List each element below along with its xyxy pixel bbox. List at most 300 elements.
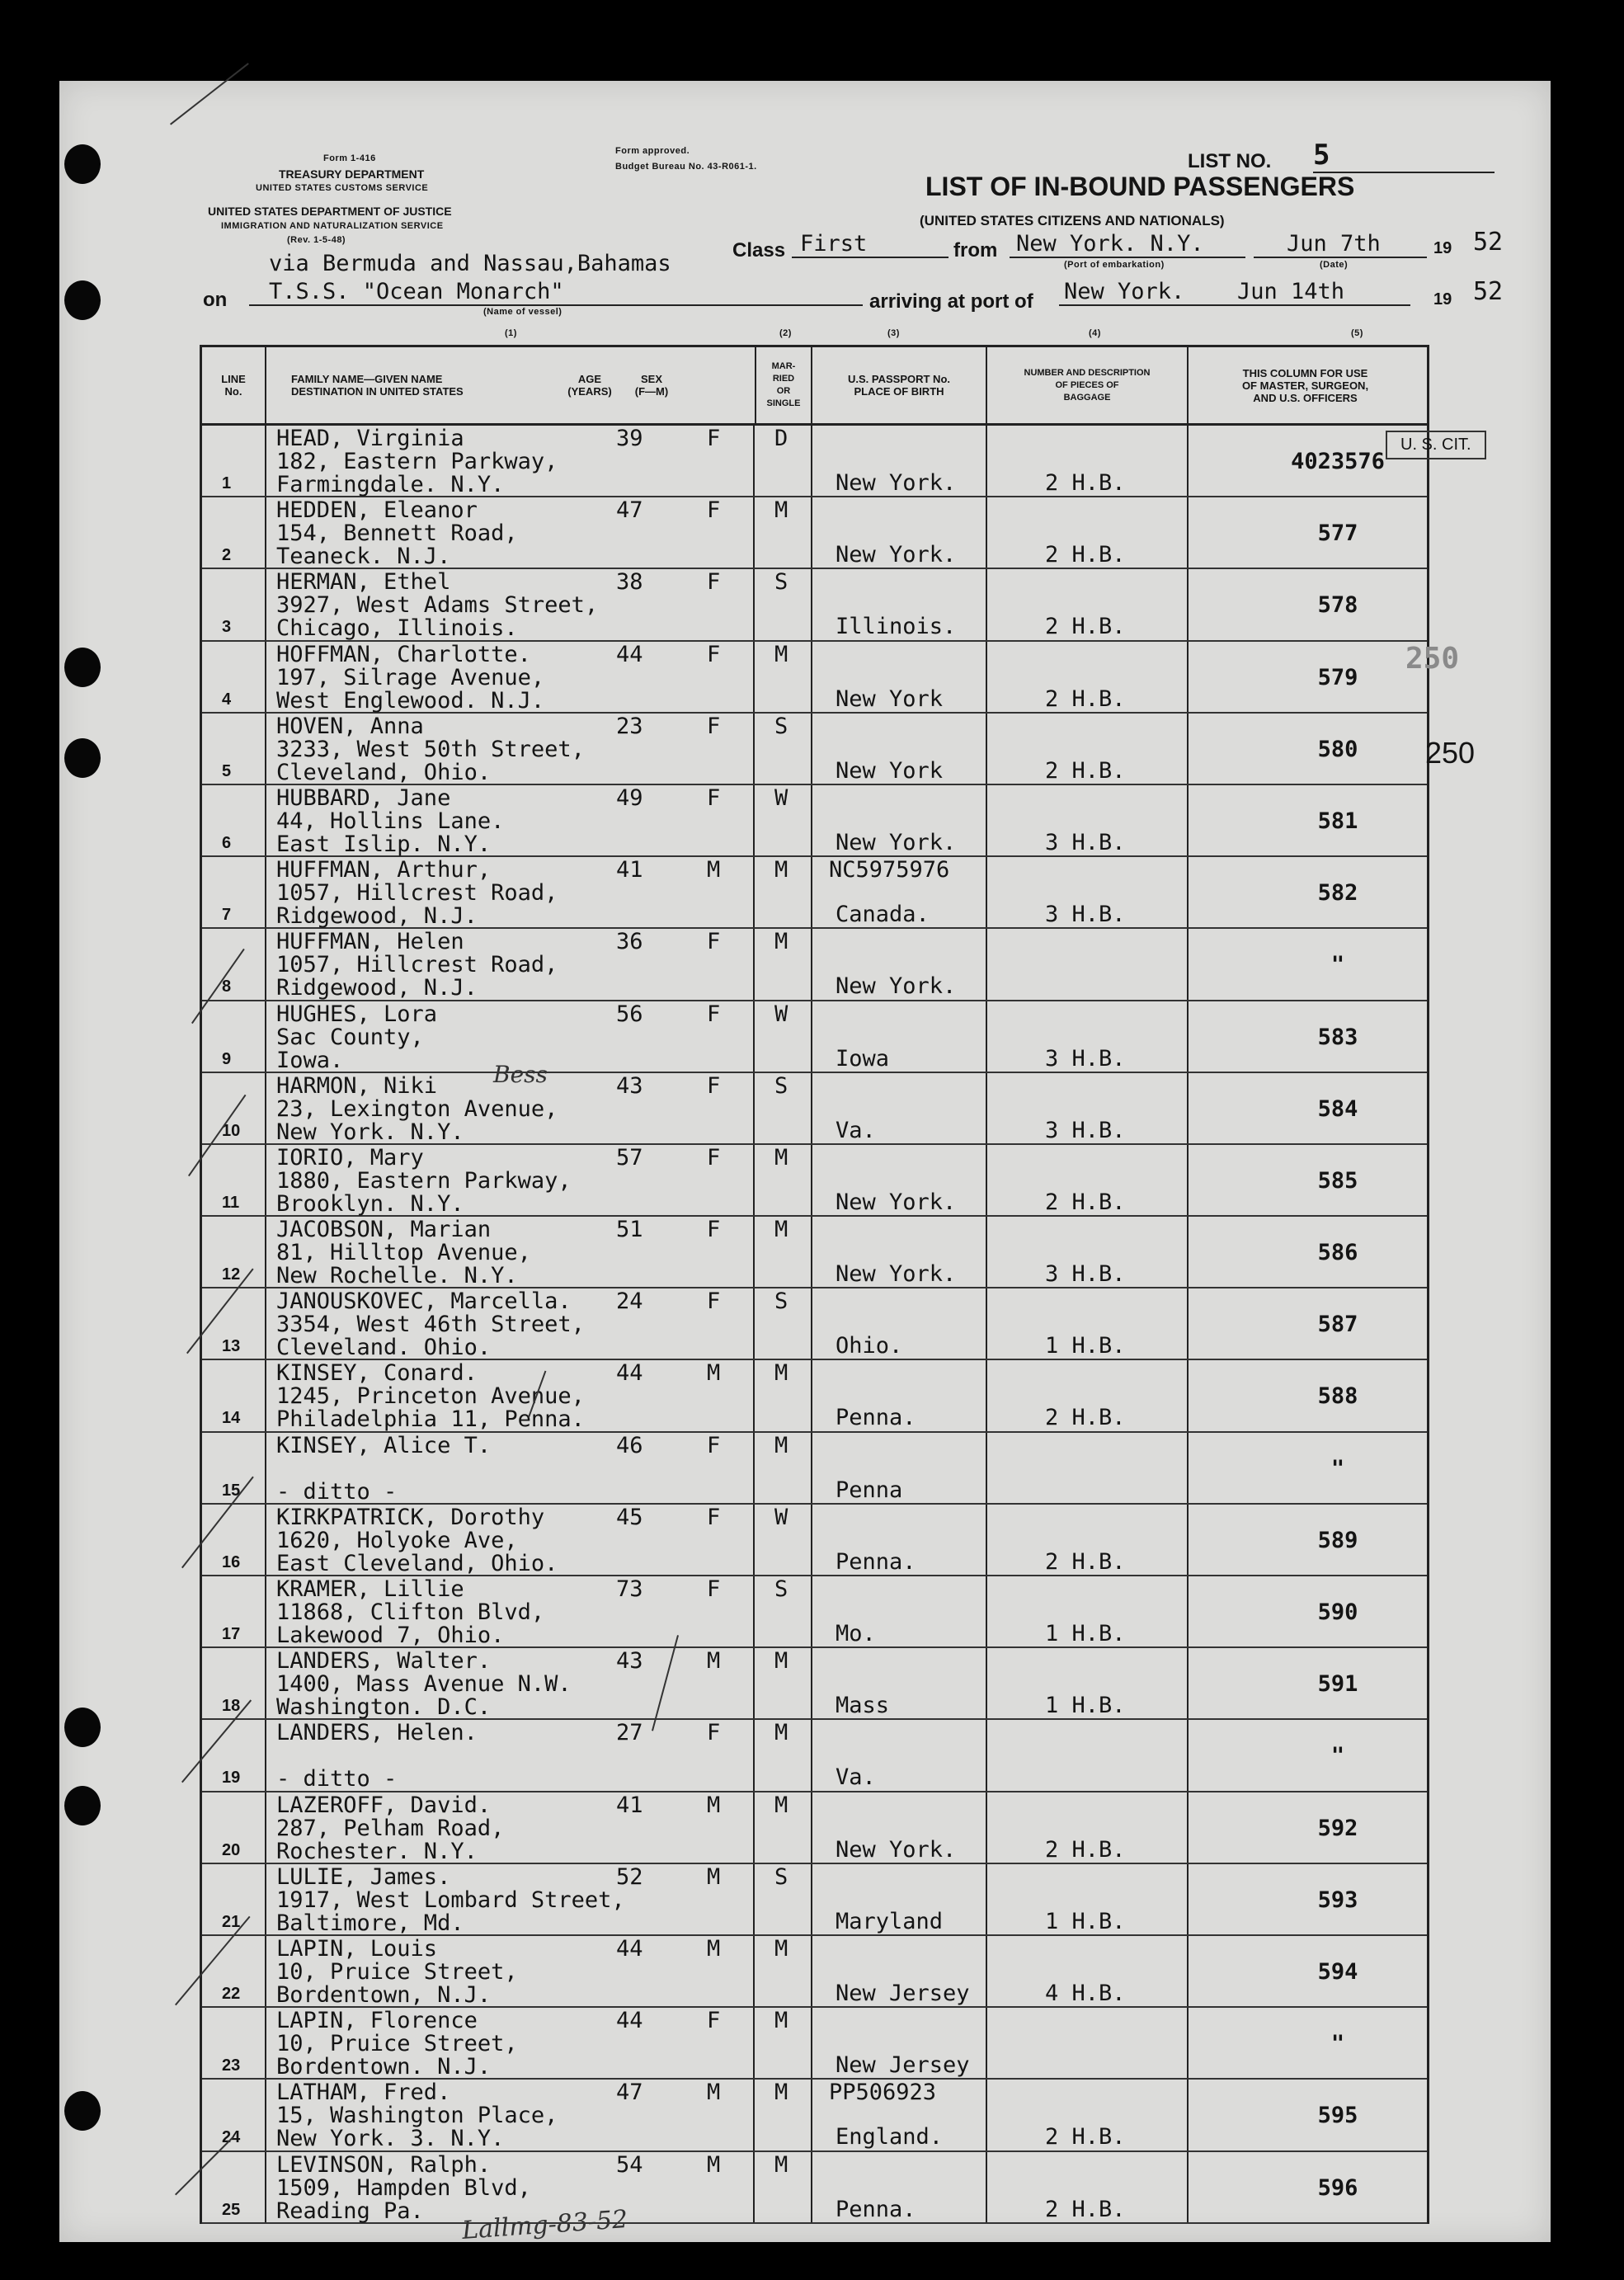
passenger-row [202, 1576, 1427, 1648]
address-city: West Englewood. N.J. [276, 687, 545, 714]
line-number: 13 [222, 1337, 241, 1356]
baggage-pieces: 2 H.B. [1045, 685, 1126, 712]
address-city: East Islip. N.Y. [276, 831, 492, 857]
passenger-sex: F [707, 1432, 721, 1458]
address-city: Bordentown, N.J. [276, 1981, 492, 2008]
line-number: 11 [222, 1193, 240, 1212]
passenger-sex: F [707, 641, 721, 667]
cell-line [202, 857, 266, 927]
cell-line [202, 714, 266, 784]
address-city: Farmingdale. N.Y. [276, 472, 505, 497]
passenger-sex: F [707, 1288, 721, 1315]
passenger-name: IORIO, Mary [276, 1144, 424, 1171]
marital-status: S [774, 713, 788, 739]
place-of-birth: New Jersey [836, 2052, 970, 2079]
address-city: Baltimore, Md. [276, 1910, 464, 1936]
class-value: First [792, 231, 949, 258]
port-caption: (Port of embarkation) [1064, 260, 1165, 270]
address-street: Sac County, [276, 1024, 424, 1050]
document-title: LIST OF IN-BOUND PASSENGERS [925, 172, 1355, 201]
passenger-sex: F [707, 497, 721, 524]
embarkation-year: 52 [1473, 228, 1504, 257]
place-of-birth: Penna. [836, 1405, 916, 1431]
passenger-row [202, 929, 1427, 1001]
address-street: 3354, West 46th Street, [276, 1312, 585, 1338]
cell-baggage [987, 929, 1189, 999]
address-city: Cleveland. Ohio. [276, 1335, 492, 1361]
place-of-birth: Illinois. [836, 614, 957, 640]
passenger-row [202, 1936, 1427, 2008]
address-city: Brooklyn. N.Y. [276, 1190, 464, 1217]
baggage-pieces: 4 H.B. [1045, 1980, 1126, 2006]
passenger-table [200, 345, 1429, 2224]
passenger-age: 43 [616, 1648, 643, 1675]
form-revision: (Rev. 1-5-48) [287, 235, 346, 245]
header-age: AGE (YEARS) [567, 373, 612, 398]
passenger-row [202, 2080, 1427, 2151]
passenger-row [202, 785, 1427, 857]
address-city: Chicago, Illinois. [276, 615, 518, 642]
passenger-row [202, 1001, 1427, 1073]
address-street: 1620, Holyoke Ave, [276, 1527, 518, 1553]
baggage-pieces: 3 H.B. [1045, 829, 1126, 855]
place-of-birth: England. [836, 2124, 944, 2150]
binder-hole [64, 280, 101, 320]
handwritten-annotation-number: 250 [1425, 736, 1476, 770]
address-street: 182, Eastern Parkway, [276, 449, 558, 474]
baggage-pieces: 2 H.B. [1045, 757, 1126, 784]
header-baggage: NUMBER AND DESCRIPTION OF PIECES OF BAGGAGE [987, 347, 1189, 423]
passenger-sex: F [707, 2008, 721, 2034]
header-passport: U.S. PASSPORT No. PLACE OF BIRTH [812, 347, 987, 423]
passenger-name: LAZEROFF, David. [276, 1792, 492, 1818]
place-of-birth: New York. [836, 829, 957, 855]
place-of-birth: Canada. [836, 902, 930, 928]
form-approved: Form approved. [615, 146, 690, 156]
baggage-pieces: 2 H.B. [1045, 614, 1126, 640]
vessel-name: T.S.S. "Ocean Monarch" [249, 279, 863, 306]
passenger-row [202, 2152, 1427, 2224]
customs-service: UNITED STATES CUSTOMS SERVICE [256, 183, 429, 193]
place-of-birth: New York. [836, 1836, 957, 1863]
address-street: 23, Lexington Avenue, [276, 1095, 558, 1122]
immigration-service: IMMIGRATION AND NATURALIZATION SERVICE [221, 221, 444, 231]
baggage-pieces: 3 H.B. [1045, 1045, 1126, 1072]
cell-line [202, 569, 266, 639]
passenger-sex: M [707, 1792, 721, 1818]
marital-status: M [774, 1720, 788, 1746]
baggage-pieces: 1 H.B. [1045, 1333, 1126, 1359]
officer-number: 593 [1317, 1887, 1358, 1913]
passenger-age: 47 [616, 497, 643, 524]
passenger-sex: M [707, 1360, 721, 1387]
passenger-row [202, 642, 1427, 714]
embarkation-port: New York. N.Y. [1010, 231, 1245, 258]
passenger-row [202, 1288, 1427, 1360]
line-number: 2 [222, 546, 232, 565]
header-sex: SEX (F—M) [634, 373, 669, 398]
marital-status: M [774, 1792, 788, 1818]
line-number: 7 [222, 906, 232, 925]
on-label: on [203, 289, 228, 311]
officer-number: 591 [1317, 1671, 1358, 1698]
passenger-row [202, 1217, 1427, 1288]
line-number: 20 [222, 1840, 241, 1859]
address-city: Lakewood 7, Ohio. [276, 1623, 505, 1648]
passenger-name: HOFFMAN, Charlotte. [276, 641, 531, 667]
baggage-pieces: 3 H.B. [1045, 1117, 1126, 1143]
line-number: 15 [222, 1481, 241, 1500]
passenger-row [202, 569, 1427, 641]
column-number-5: (5) [1351, 328, 1363, 338]
place-of-birth: New York. [836, 1189, 957, 1215]
baggage-pieces: 3 H.B. [1045, 1261, 1126, 1288]
address-street: 11868, Clifton Blvd, [276, 1599, 545, 1625]
passenger-sex: M [707, 2151, 721, 2178]
line-number: 8 [222, 977, 232, 996]
passenger-age: 54 [616, 2151, 643, 2178]
line-number: 10 [222, 1121, 241, 1140]
marital-status: M [774, 929, 788, 955]
place-of-birth: Mo. [836, 1621, 876, 1646]
address-city: Rochester. N.Y. [276, 1838, 478, 1864]
passenger-name: LAPIN, Florence [276, 2008, 478, 2034]
passenger-sex: F [707, 713, 721, 739]
passenger-sex: F [707, 426, 721, 451]
place-of-birth: Penna. [836, 2196, 916, 2222]
address-street: 154, Bennett Road, [276, 521, 518, 547]
route-via: via Bermuda and Nassau,Bahamas [269, 251, 671, 276]
address-city: East Cleveland, Ohio. [276, 1550, 558, 1576]
officer-number: 592 [1317, 1815, 1358, 1841]
marital-status: M [774, 2151, 788, 2178]
passenger-row [202, 1648, 1427, 1720]
passenger-name: JACOBSON, Marian [276, 1217, 492, 1243]
address-city: Washington. D.C. [276, 1694, 492, 1721]
passenger-row [202, 1864, 1427, 1936]
treasury-department: TREASURY DEPARTMENT [279, 167, 425, 181]
passenger-sex: F [707, 1576, 721, 1602]
passenger-age: 44 [616, 641, 643, 667]
passenger-name: HERMAN, Ethel [276, 569, 451, 596]
passenger-name: LANDERS, Helen. [276, 1720, 478, 1746]
officer-number: 580 [1317, 736, 1358, 762]
cell-baggage [987, 1720, 1189, 1790]
address-city: New York. 3. N.Y. [276, 2126, 505, 2152]
address-street: 287, Pelham Road, [276, 1815, 505, 1841]
column-number-3: (3) [887, 328, 900, 338]
passenger-sex: F [707, 1504, 721, 1530]
place-of-birth: Iowa [836, 1045, 890, 1072]
passenger-row [202, 1720, 1427, 1792]
baggage-pieces: 2 H.B. [1045, 2124, 1126, 2150]
line-number: 21 [222, 1912, 241, 1931]
address-street: 3927, West Adams Street, [276, 592, 599, 619]
budget-bureau: Budget Bureau No. 43-R061-1. [615, 162, 757, 172]
passenger-age: 23 [616, 713, 643, 739]
marital-status: M [774, 1144, 788, 1171]
passenger-row [202, 1433, 1427, 1505]
date-caption: (Date) [1320, 260, 1349, 270]
officer-number: " [1330, 1743, 1345, 1769]
marital-status: M [774, 641, 788, 667]
passenger-age: 44 [616, 2008, 643, 2034]
passenger-age: 56 [616, 1001, 643, 1027]
place-of-birth: New York. [836, 973, 957, 1000]
line-number: 17 [222, 1625, 241, 1643]
year-prefix: 19 [1433, 239, 1452, 257]
line-number: 18 [222, 1697, 241, 1716]
passenger-age: 52 [616, 1863, 643, 1890]
baggage-pieces: 2 H.B. [1045, 1189, 1126, 1215]
document-subtitle: (UNITED STATES CITIZENS AND NATIONALS) [920, 213, 1225, 228]
arrival-year: 52 [1473, 277, 1504, 306]
handwritten-name-note: Bess [493, 1061, 548, 1088]
address-street: 1509, Hampden Blvd, [276, 2174, 531, 2201]
column-number-2: (2) [779, 328, 792, 338]
line-number: 5 [222, 761, 232, 780]
passenger-sex: F [707, 1001, 721, 1027]
passenger-age: 27 [616, 1720, 643, 1746]
officer-number: 578 [1317, 592, 1358, 619]
place-of-birth: Maryland [836, 1908, 944, 1934]
address-street: 81, Hilltop Avenue, [276, 1240, 531, 1266]
officer-number: 590 [1317, 1599, 1358, 1625]
address-street: 15, Washington Place, [276, 2103, 558, 2129]
form-number: Form 1-416 [323, 153, 376, 163]
vessel-caption: (Name of vessel) [483, 307, 563, 317]
binder-hole [64, 2091, 101, 2131]
passenger-age: 57 [616, 1144, 643, 1171]
place-of-birth: New York [836, 685, 944, 712]
passenger-age: 38 [616, 569, 643, 596]
header-officers: THIS COLUMN FOR USE OF MASTER, SURGEON, AND U.S. OFFICERS [1241, 366, 1369, 404]
passenger-age: 46 [616, 1432, 643, 1458]
marital-status: M [774, 2080, 788, 2106]
address-city: Teaneck. N.J. [276, 544, 451, 570]
officer-number: 581 [1317, 808, 1358, 834]
binder-hole [64, 1786, 101, 1825]
passenger-age: 24 [616, 1288, 643, 1315]
marital-status: D [774, 426, 788, 451]
address-street: 197, Silrage Avenue, [276, 664, 545, 690]
address-street: 1400, Mass Avenue N.W. [276, 1671, 572, 1698]
line-number: 19 [222, 1769, 241, 1788]
passenger-age: 36 [616, 929, 643, 955]
faded-annotation-number: 250 [1405, 642, 1460, 676]
marital-status: M [774, 857, 788, 883]
handwritten-footer-note: Lallmg-83-52 [461, 2205, 629, 2245]
officer-number: 585 [1317, 1167, 1358, 1194]
address-street: 1917, West Lombard Street, [276, 1887, 625, 1913]
passenger-name: HEAD, Virginia [276, 426, 464, 451]
officer-number: " [1330, 1455, 1345, 1482]
passenger-row [202, 714, 1427, 785]
binder-hole [64, 1708, 101, 1747]
passenger-name: HEDDEN, Eleanor [276, 497, 478, 524]
passenger-sex: F [707, 569, 721, 596]
passenger-age: 43 [616, 1072, 643, 1099]
marital-status: M [774, 1432, 788, 1458]
passenger-age: 73 [616, 1576, 643, 1602]
baggage-pieces: 2 H.B. [1045, 470, 1126, 496]
line-number: 14 [222, 1409, 241, 1428]
binder-hole [64, 144, 101, 184]
passenger-name: KINSEY, Alice T. [276, 1432, 492, 1458]
passenger-name: JANOUSKOVEC, Marcella. [276, 1288, 572, 1315]
passenger-sex: M [707, 1935, 721, 1962]
address-city: Cleveland, Ohio. [276, 759, 492, 785]
table-header [202, 347, 1427, 426]
passenger-sex: M [707, 1863, 721, 1890]
passenger-row [202, 1505, 1427, 1576]
officer-number: 584 [1317, 1095, 1358, 1122]
marital-status: M [774, 1360, 788, 1387]
passenger-name: HUGHES, Lora [276, 1001, 438, 1027]
place-of-birth: Ohio. [836, 1333, 903, 1359]
place-of-birth: New York. [836, 1261, 957, 1288]
arriving-label: arriving at port of [869, 290, 1033, 313]
passenger-sex: F [707, 1072, 721, 1099]
passenger-row [202, 426, 1427, 497]
officer-number: 579 [1317, 664, 1358, 690]
passenger-age: 51 [616, 1217, 643, 1243]
passenger-name: HUFFMAN, Helen [276, 929, 464, 955]
cell-line [202, 1001, 266, 1072]
officer-number: 588 [1317, 1383, 1358, 1410]
address-city: - ditto - [276, 1766, 398, 1792]
address-street: 3233, West 50th Street, [276, 736, 585, 762]
baggage-pieces: 1 H.B. [1045, 1693, 1126, 1719]
place-of-birth: New Jersey [836, 1980, 970, 2006]
marital-status: W [774, 1001, 788, 1027]
marital-status: S [774, 1288, 788, 1315]
passenger-name: HUBBARD, Jane [276, 784, 451, 811]
passenger-name: KRAMER, Lillie [276, 1576, 464, 1602]
header-line-no: LINE No. [202, 347, 266, 423]
column-number-4: (4) [1089, 328, 1101, 338]
line-number: 25 [222, 2200, 241, 2219]
passenger-age: 47 [616, 2080, 643, 2106]
embarkation-date: Jun 7th [1254, 231, 1427, 258]
place-of-birth: New York [836, 757, 944, 784]
line-number: 9 [222, 1049, 232, 1068]
header-marital: MAR- RIED OR SINGLE [755, 347, 812, 423]
cell-line [202, 426, 266, 496]
arrival-year-prefix: 19 [1433, 290, 1452, 309]
arrival-port: New York. [1059, 279, 1410, 306]
passport-number: NC5975976 [829, 857, 950, 883]
marital-status: S [774, 569, 788, 596]
address-city: New York. N.Y. [276, 1119, 464, 1145]
officer-number: 589 [1317, 1527, 1358, 1553]
address-street: 1880, Eastern Parkway, [276, 1167, 572, 1194]
column-number-1: (1) [505, 328, 517, 338]
binder-hole [64, 738, 101, 778]
passenger-name: LAPIN, Louis [276, 1935, 438, 1962]
marital-status: S [774, 1072, 788, 1099]
address-city: - ditto - [276, 1478, 398, 1505]
line-number: 24 [222, 2128, 241, 2147]
passenger-name: HARMON, Niki [276, 1072, 438, 1099]
marital-status: W [774, 1504, 788, 1530]
passenger-name: LULIE, James. [276, 1863, 451, 1890]
passenger-sex: M [707, 857, 721, 883]
passenger-age: 39 [616, 426, 643, 451]
baggage-pieces: 1 H.B. [1045, 1621, 1126, 1646]
passenger-name: LEVINSON, Ralph. [276, 2151, 492, 2178]
class-label: Class [732, 239, 786, 261]
passenger-sex: M [707, 2080, 721, 2106]
arrival-date: Jun 14th [1237, 279, 1345, 304]
passenger-age: 44 [616, 1935, 643, 1962]
passenger-rows [202, 426, 1427, 2224]
passenger-name: LANDERS, Walter. [276, 1648, 492, 1675]
marital-status: M [774, 1217, 788, 1243]
line-number: 22 [222, 1984, 241, 2003]
passenger-age: 41 [616, 857, 643, 883]
baggage-pieces: 2 H.B. [1045, 1405, 1126, 1431]
passenger-row [202, 1145, 1427, 1217]
passenger-name: LATHAM, Fred. [276, 2080, 451, 2106]
line-number: 4 [222, 690, 232, 709]
address-city: Philadelphia 11, Penna. [276, 1406, 585, 1433]
officer-number: 583 [1317, 1024, 1358, 1050]
cell-baggage [987, 1433, 1189, 1503]
address-street: 10, Pruice Street, [276, 1958, 518, 1985]
passenger-row [202, 497, 1427, 569]
passenger-row [202, 1073, 1427, 1145]
us-citizen-stamp: U. S. CIT. [1386, 431, 1486, 459]
passenger-row [202, 2008, 1427, 2080]
marital-status: M [774, 1935, 788, 1962]
line-number: 3 [222, 618, 232, 637]
officer-number: 595 [1317, 2103, 1358, 2129]
officer-number: 577 [1317, 521, 1358, 547]
baggage-pieces: 3 H.B. [1045, 902, 1126, 928]
address-city: Iowa. [276, 1047, 344, 1073]
place-of-birth: Va. [836, 1117, 876, 1143]
list-no-label: LIST NO. [1188, 150, 1272, 172]
marital-status: S [774, 1576, 788, 1602]
passenger-sex: F [707, 784, 721, 811]
cell-line [202, 497, 266, 568]
passenger-row [202, 1360, 1427, 1432]
passenger-age: 44 [616, 1360, 643, 1387]
passenger-sex: F [707, 1144, 721, 1171]
passenger-name: HUFFMAN, Arthur, [276, 857, 492, 883]
justice-department: UNITED STATES DEPARTMENT OF JUSTICE [208, 205, 452, 218]
passenger-age: 49 [616, 784, 643, 811]
cell-line [202, 642, 266, 712]
line-number: 1 [222, 474, 232, 492]
baggage-pieces: 2 H.B. [1045, 1836, 1126, 1863]
address-city: Reading Pa. [276, 2198, 424, 2224]
address-city: Ridgewood, N.J. [276, 975, 478, 1001]
marital-status: M [774, 497, 788, 524]
passenger-name: HOVEN, Anna [276, 713, 424, 739]
baggage-pieces: 1 H.B. [1045, 1908, 1126, 1934]
binder-hole [64, 648, 101, 687]
passenger-sex: F [707, 1217, 721, 1243]
baggage-pieces: 2 H.B. [1045, 2196, 1126, 2222]
list-no-value: 5 [1313, 139, 1495, 173]
passenger-sex: F [707, 929, 721, 955]
address-city: New Rochelle. N.Y. [276, 1263, 518, 1289]
baggage-pieces: 2 H.B. [1045, 542, 1126, 568]
address-street: 1057, Hillcrest Road, [276, 880, 558, 907]
address-city: Bordentown. N.J. [276, 2054, 492, 2080]
